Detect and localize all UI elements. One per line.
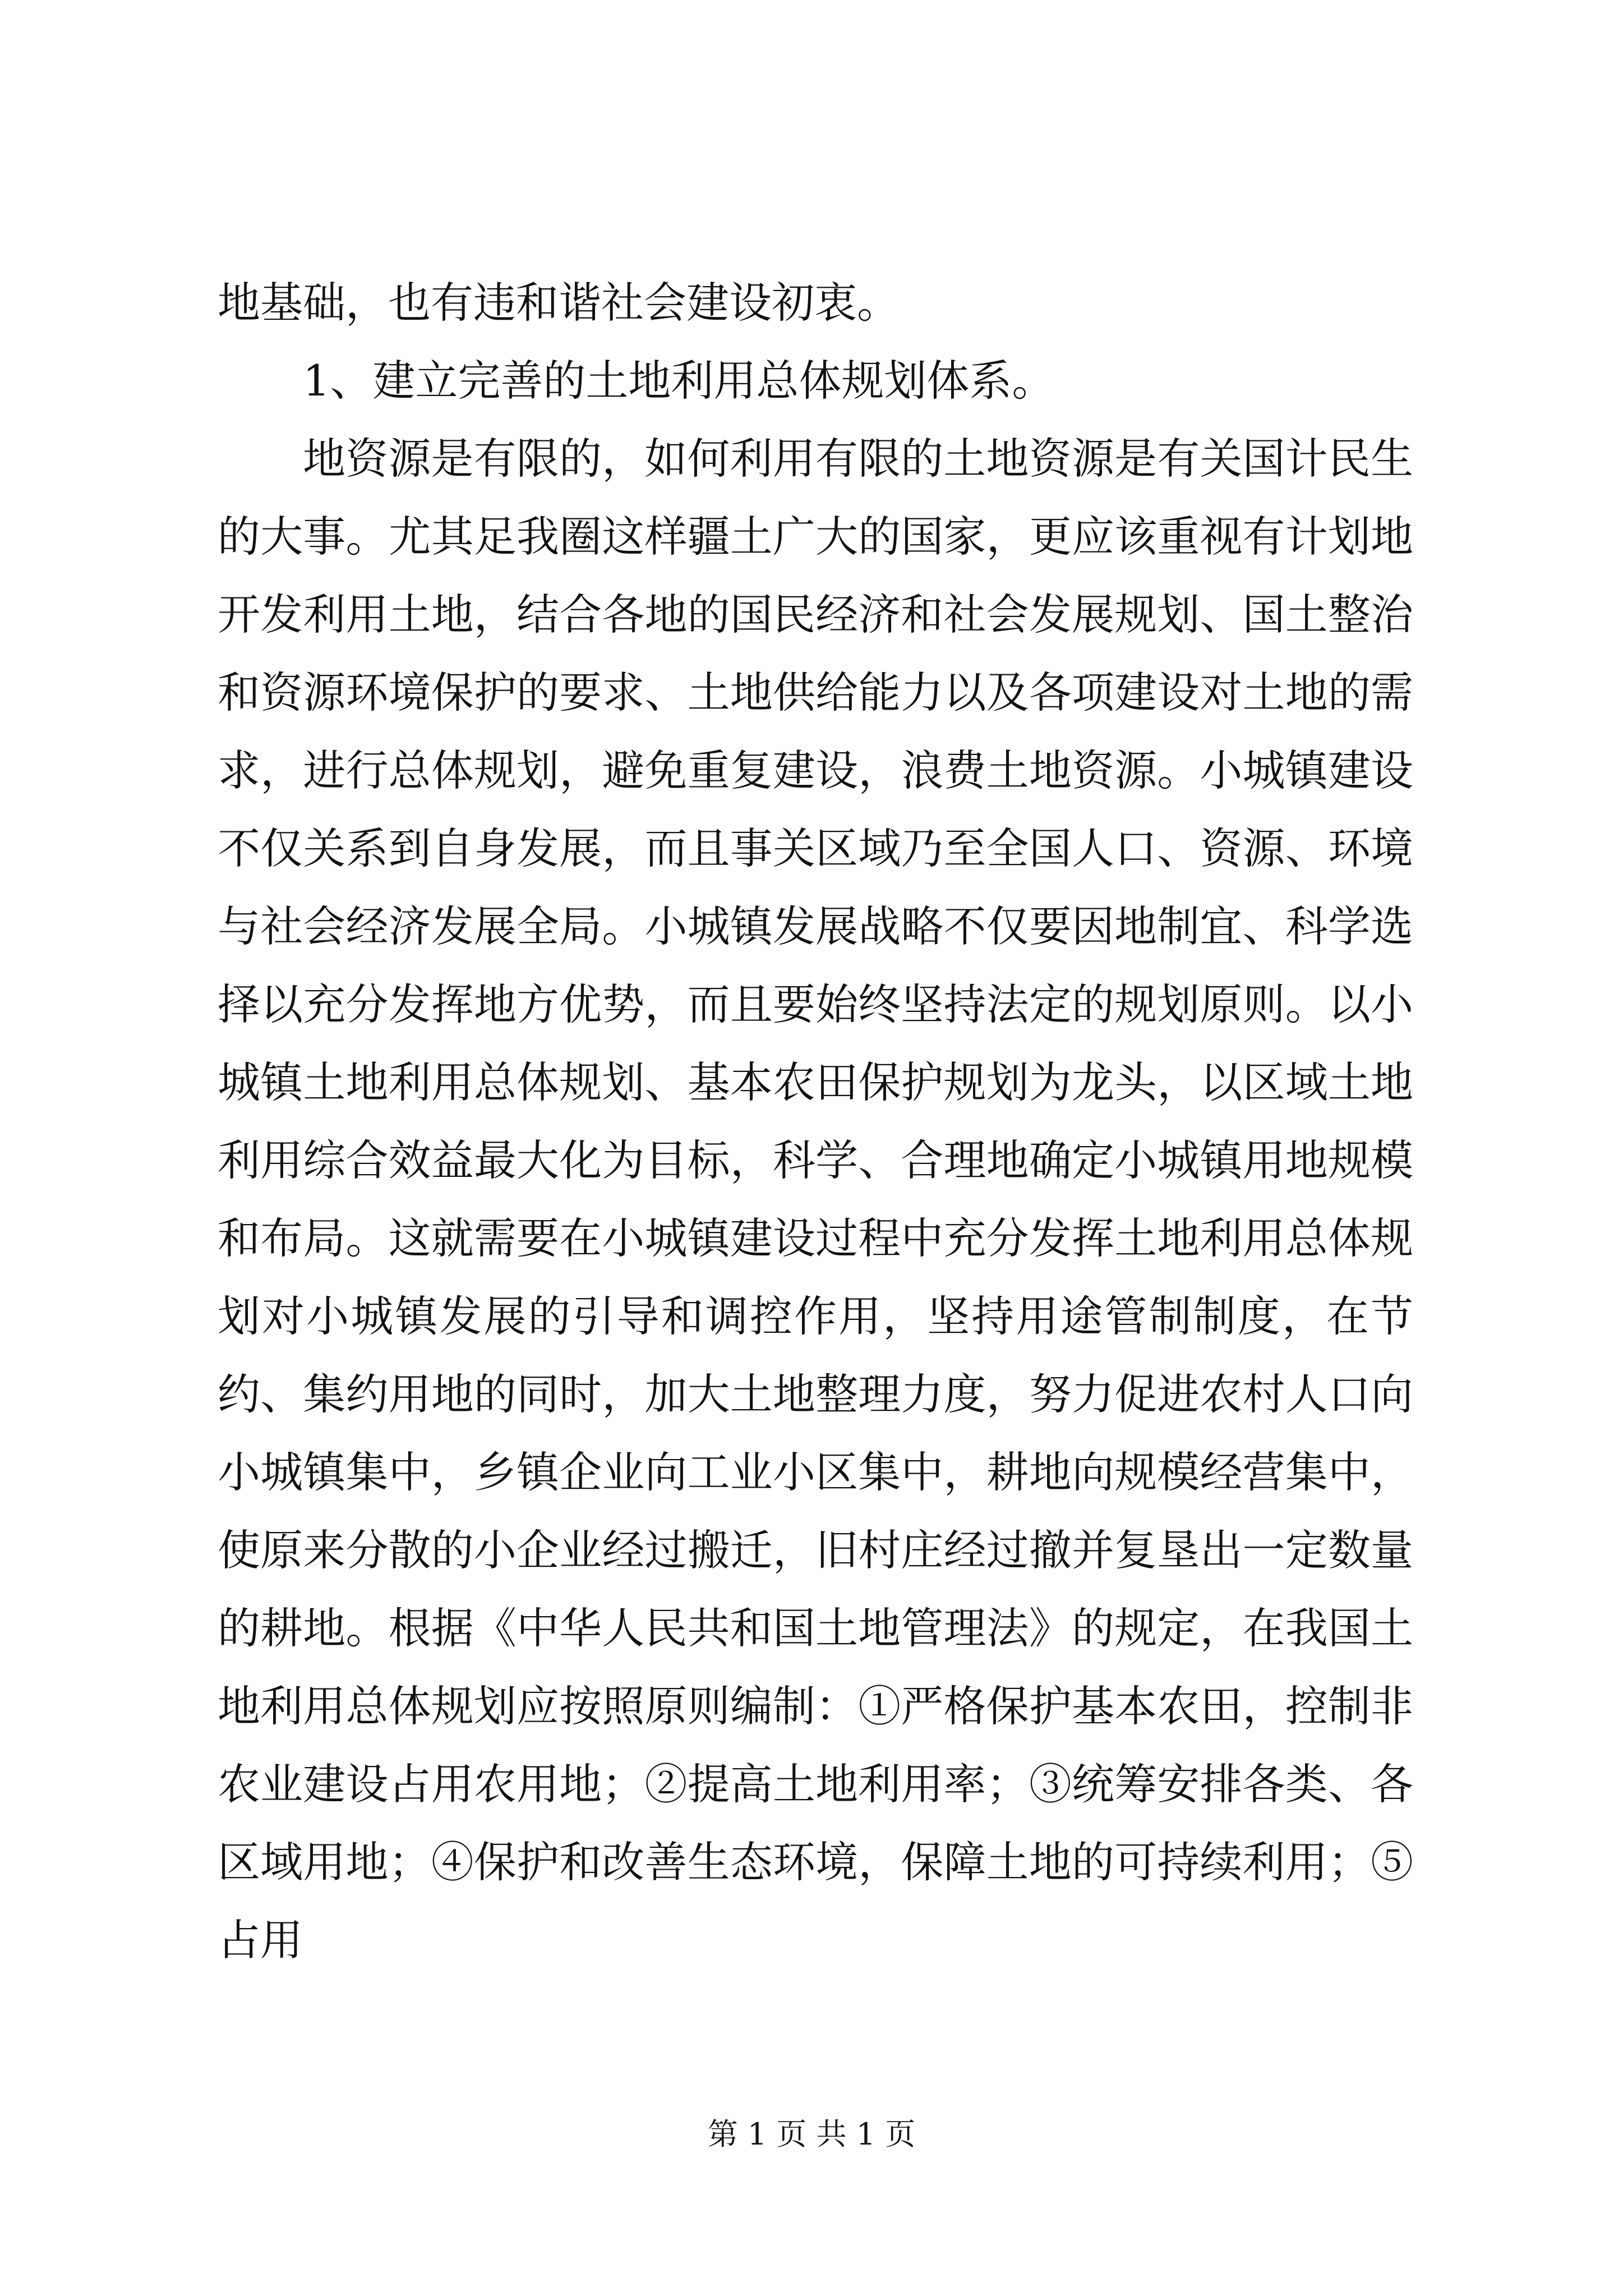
paragraph-continuation: 地基础，也有违和谐社会建设初衷。 xyxy=(218,278,900,328)
page-footer: 第 1 页 共 1 页 xyxy=(707,2116,916,2152)
document-body xyxy=(218,264,1413,1979)
body-paragraph: 地资源是有限的，如何利用有限的土地资源是有关国计民生的大事。尤其足我圈这样疆土广大的国家，更应该重视有计划地开发利用土地，结合各地的国民经济和社会发展规划、国土整治和资源环境保护的要求、土地供给能力以及各项建设对土地的需求，进行总体规划，避免重复建设，浪费土地资源。小城镇建设不仅关系到自身发展，而且事关区域乃至全国人口、资源、环境与社会经济发展全局。小城镇发展战略不仅要因地制宜、科学选择以充分发挥地方优势，而且要始终坚持法定的规划原则。以小城镇土地利用总体规划、基本农田保护规划为龙头，以区域土地利用综合效益最大化为目标，科学、合理地确定小城镇用地规模和布局。这就需要在小城镇建设过程中充分发挥土地利用总体规划对小城镇发展的引导和调控作用，坚持用途管制制度，在节约、集约用地的同时，加大土地整理力度，努力促进农村人口向小城镇集中，乡镇企业向工业小区集中，耕地向规模经营集中，使原来分散的小企业经过搬迁，旧村庄经过撤并复垦出一定数量的耕地。根据《中华人民共和国土地管理法》的规定，在我国土地利用总体规划应按照原则编制：①严格保护基本农田，控制非农业建设占用农用地；②提高土地利用率；③统筹安排各类、各区域用地；④保护和改善生态环境，保障土地的可持续利用；⑤占用 xyxy=(218,434,1413,1965)
section-heading: 1、建立完善的土地利用总体规划体系。 xyxy=(303,356,1055,406)
